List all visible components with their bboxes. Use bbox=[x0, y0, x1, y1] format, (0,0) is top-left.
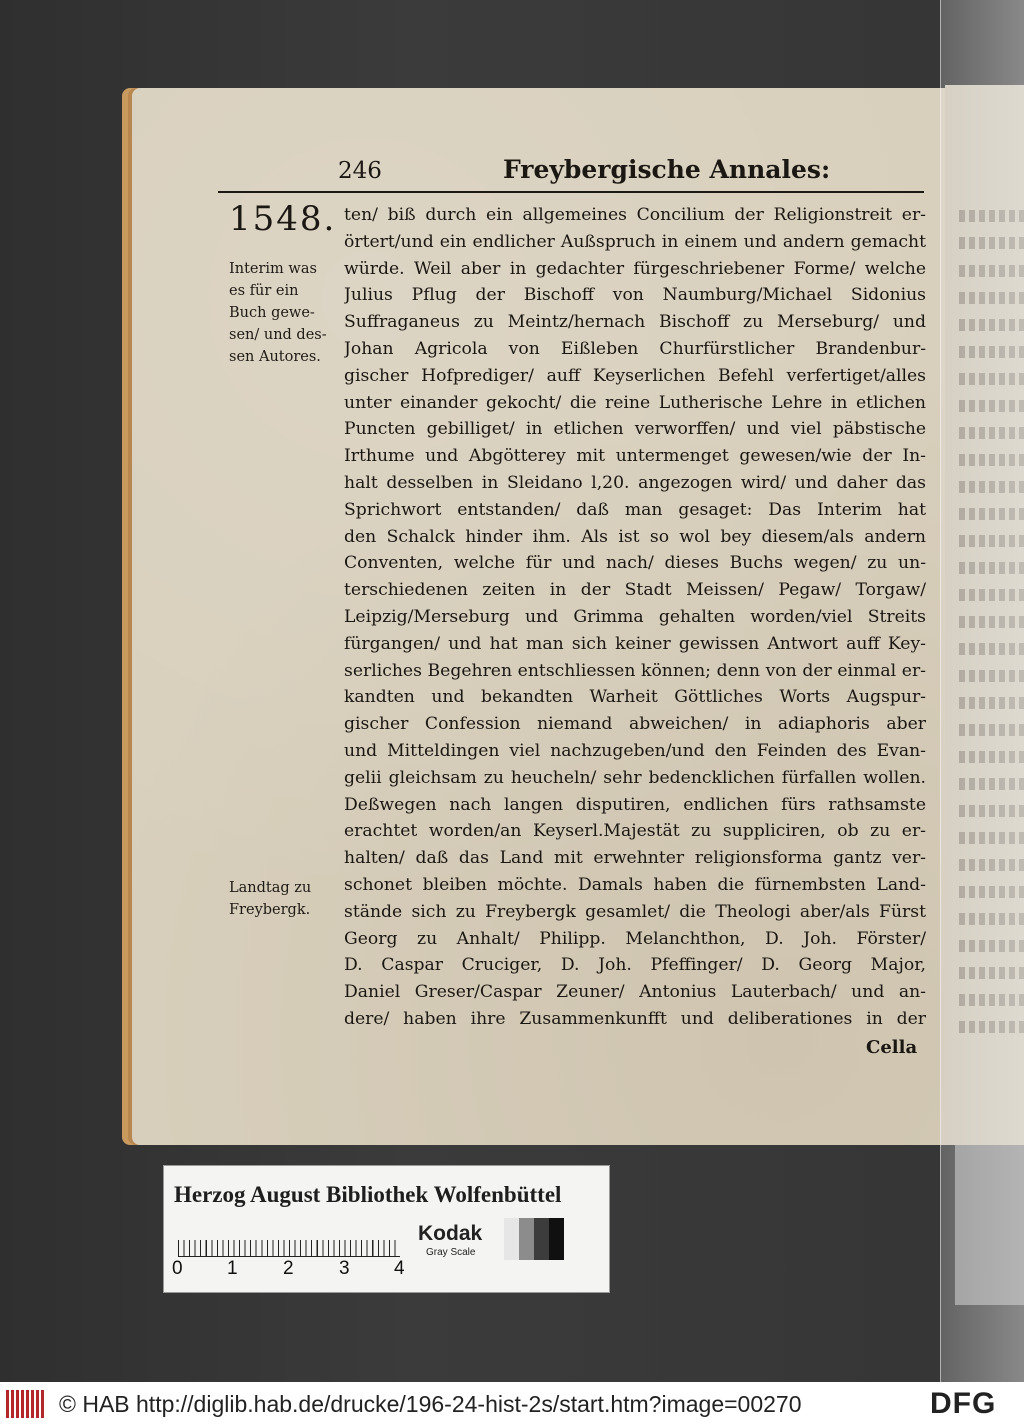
text-line: D. Caspar Cruciger, D. Joh. Pfeffinger/ D. Georg Major, bbox=[344, 955, 926, 976]
gray-patches bbox=[504, 1218, 564, 1260]
text-line: Georg zu Anhalt/ Philipp. Melanchthon, D. Joh. Förster/ bbox=[344, 928, 926, 949]
scale-card bbox=[163, 1165, 610, 1293]
text-line: terschiedenen zeiten in der Stadt Meissen/ Pegaw/ Torgaw/ bbox=[344, 580, 926, 601]
text-line: örtert/und ein endlicher Außspruch in einem und andern gemacht bbox=[344, 231, 926, 252]
text-line: serliches Begehren entschliessen können; denn von der einmal er- bbox=[344, 660, 926, 681]
text-line: Puncten gebilliget/ in etlichen verworffen/ und viel päbstische bbox=[344, 419, 926, 440]
text-line: Leipzig/Merseburg und Grimma gehalten worden/viel Streits bbox=[344, 606, 926, 627]
text-line: Suffraganeus zu Meintz/hernach Bischoff zu Merseburg/ und bbox=[344, 312, 926, 333]
text-line: Conventen, welche für und nach/ dieses Buchs wegen/ zu un- bbox=[344, 553, 926, 574]
footer-bar bbox=[0, 1382, 1024, 1427]
sheet-fold bbox=[955, 1145, 1024, 1305]
margin-note-line: sen Autores. bbox=[229, 349, 321, 365]
margin-note-line: es für ein bbox=[229, 283, 299, 299]
kodak-label: Kodak bbox=[418, 1222, 483, 1245]
margin-note-line: Interim was bbox=[229, 261, 317, 277]
running-head bbox=[218, 155, 924, 193]
body-text bbox=[344, 202, 926, 1033]
text-line: schonet bleiben möchte. Damals haben die fürnembsten Land- bbox=[344, 874, 926, 895]
ruler-scale bbox=[178, 1226, 400, 1257]
text-line: ten/ biß durch ein allgemeines Concilium der Religionstreit er- bbox=[344, 205, 926, 225]
hab-logo-icon bbox=[6, 1390, 46, 1418]
text-line: fürgangen/ und hat man sich keiner gewissen Antwort auff Key- bbox=[344, 633, 926, 654]
text-line: halt desselben in Sleidano l,20. angezogen wird/ und daher das bbox=[344, 472, 926, 493]
grayscale-label: Gray Scale bbox=[426, 1247, 476, 1258]
page-number: 246 bbox=[338, 158, 382, 184]
catchword: Cella bbox=[866, 1037, 918, 1058]
ruler-number: 2 bbox=[283, 1258, 294, 1279]
text-line: Deßwegen nach langen disputiren, endlichen fürs rathsamste bbox=[344, 794, 926, 815]
text-line: den Schalck hinder ihm. Als ist so wol bey diesem/als andern bbox=[344, 526, 926, 547]
text-line: würde. Weil aber in gedachter fürgeschriebener Forme/ welche bbox=[344, 258, 926, 279]
dfg-logo: DFG bbox=[930, 1387, 997, 1420]
text-line: gischer Hofprediger/ auff Keyserlichen Befehl verfertiget/alles bbox=[344, 365, 926, 386]
margin-note-interim bbox=[229, 258, 339, 368]
card-title: Herzog August Bibliothek Wolfenbüttel bbox=[174, 1182, 562, 1207]
text-line: erachtet worden/an Keyserl.Majestät zu suppliciren, ob zu er- bbox=[344, 821, 926, 842]
year-marker: 1548. bbox=[229, 199, 337, 239]
gray-patch bbox=[504, 1218, 519, 1260]
ruler-number: 4 bbox=[394, 1258, 405, 1279]
ruler-number: 3 bbox=[339, 1258, 350, 1279]
margin-note-line: Buch gewe- bbox=[229, 305, 315, 321]
text-line: Sprichwort entstanden/ daß man gesaget: Das Interim hat bbox=[344, 499, 926, 520]
ruler-number: 1 bbox=[227, 1258, 238, 1279]
gray-patch bbox=[549, 1218, 564, 1260]
text-line: stände sich zu Freybergk gesamlet/ die Theologi aber/als Fürst bbox=[344, 901, 926, 922]
margin-note-landtag bbox=[229, 877, 329, 921]
margin-note-line: Landtag zu bbox=[229, 880, 312, 896]
text-line: unter einander gekocht/ die reine Lutherische Lehre in etlichen bbox=[344, 392, 926, 413]
margin-note-line: Freybergk. bbox=[229, 902, 311, 918]
text-line: gelii gleichsam zu heucheln/ sehr bedencklichen fürfallen wollen. bbox=[344, 767, 926, 788]
text-line: gischer Confession niemand abweichen/ in adiaphoris aber bbox=[344, 714, 926, 735]
ruler-numbers bbox=[172, 1258, 412, 1280]
ruler-number: 0 bbox=[172, 1258, 183, 1279]
text-line: Daniel Greser/Caspar Zeuner/ Antonius Lauterbach/ und an- bbox=[344, 982, 926, 1003]
margin-note-line: sen/ und des- bbox=[229, 327, 327, 343]
gray-patch bbox=[534, 1218, 549, 1260]
text-line: halten/ daß das Land mit erwehnter religionsforma gantz ver- bbox=[344, 848, 926, 869]
footer-source-text: © HAB http://diglib.hab.de/drucke/196-24-hist-2s/start.htm?image=00270 bbox=[59, 1391, 802, 1417]
running-title: Freybergische Annales: bbox=[503, 155, 831, 184]
gray-patch bbox=[519, 1218, 534, 1260]
text-line: dere/ haben ihre Zusammenkunfft und deliberationes in der bbox=[344, 1008, 926, 1029]
text-line: Julius Pflug der Bischoff von Naumburg/Michael Sidonius bbox=[344, 285, 926, 306]
text-line: und Mitteldingen viel nachzugeben/und den Feinden des Evan- bbox=[344, 740, 926, 761]
text-line: Irthume und Abgötterey mit untermenget gewesen/wie der In- bbox=[344, 446, 926, 467]
text-line: Johan Agricola von Eißleben Churfürstlicher Brandenbur- bbox=[344, 338, 926, 359]
text-line: kandten und bekandten Warheit Göttliches Worts Augspur- bbox=[344, 687, 926, 708]
